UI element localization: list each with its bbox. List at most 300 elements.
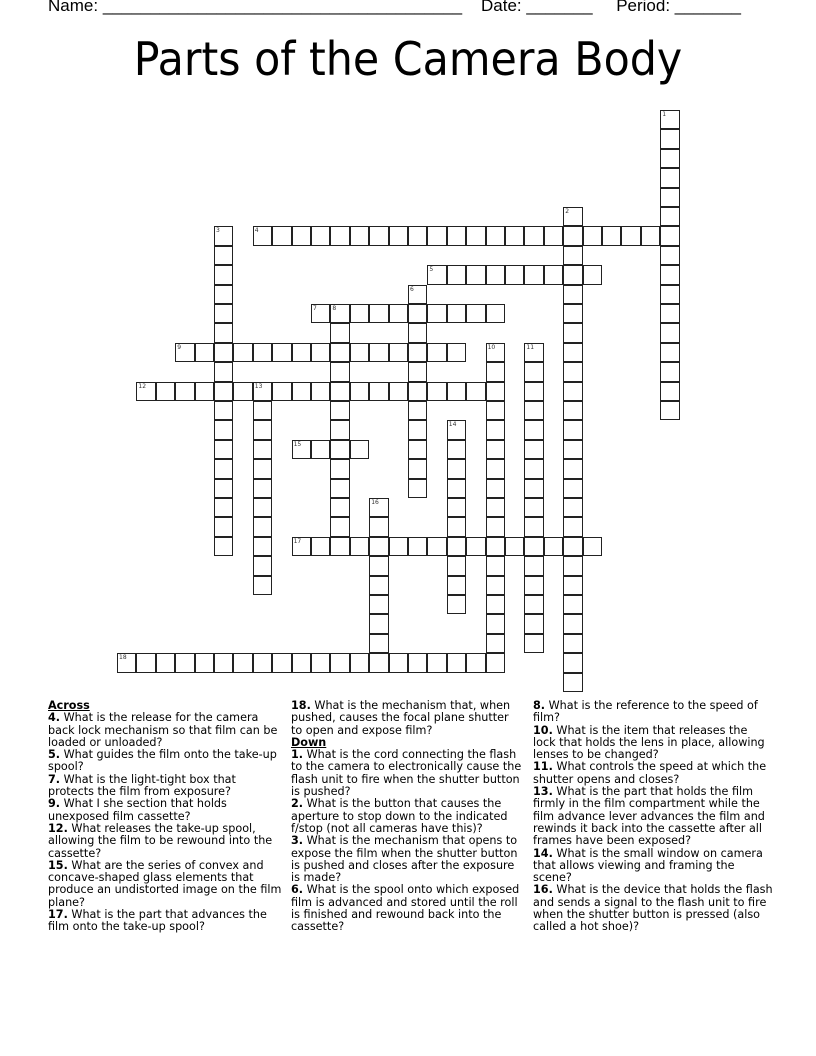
down-heading: Down — [291, 735, 327, 749]
grid-cell[interactable] — [563, 343, 582, 362]
grid-cell[interactable] — [486, 343, 505, 362]
grid-cell[interactable] — [466, 265, 485, 284]
grid-cell[interactable] — [330, 479, 349, 498]
clue-number: 5. — [48, 748, 61, 762]
grid-cell[interactable] — [389, 343, 408, 362]
grid-cell[interactable] — [583, 537, 602, 556]
grid-cell[interactable] — [563, 246, 582, 265]
grid-cell[interactable] — [350, 343, 369, 362]
grid-cell[interactable] — [253, 517, 272, 536]
grid-cell[interactable] — [408, 401, 427, 420]
grid-cell[interactable] — [408, 459, 427, 478]
grid-cell[interactable] — [486, 614, 505, 633]
grid-cell[interactable] — [486, 537, 505, 556]
grid-cell[interactable] — [660, 168, 679, 187]
grid-cell[interactable] — [524, 576, 543, 595]
grid-cell[interactable] — [660, 226, 679, 245]
clue-across — [48, 774, 284, 799]
grid-cell[interactable] — [486, 653, 505, 672]
grid-cell[interactable] — [233, 343, 252, 362]
clue-text: What is the light-tight box that protects the film from exposure? — [48, 772, 236, 799]
clue-number: 17. — [48, 908, 68, 922]
grid-cell[interactable] — [563, 401, 582, 420]
grid-cell[interactable] — [330, 653, 349, 672]
grid-cell[interactable] — [292, 382, 311, 401]
clue-number: 7 — [313, 305, 317, 312]
grid-cell[interactable] — [311, 537, 330, 556]
grid-cell[interactable] — [427, 653, 446, 672]
grid-cell[interactable] — [214, 285, 233, 304]
grid-cell[interactable] — [447, 537, 466, 556]
grid-cell[interactable] — [214, 382, 233, 401]
clue-number: 2. — [291, 797, 304, 811]
grid-cell[interactable] — [660, 285, 679, 304]
clue-across — [48, 909, 284, 934]
grid-cell[interactable] — [447, 440, 466, 459]
grid-cell[interactable] — [195, 653, 214, 672]
clue-text: What guides the film onto the take-up spool? — [48, 748, 277, 774]
grid-cell[interactable] — [214, 440, 233, 459]
grid-cell[interactable] — [292, 343, 311, 362]
grid-cell[interactable] — [486, 595, 505, 614]
clue-number: 3 — [216, 227, 220, 235]
grid-cell[interactable] — [660, 343, 679, 362]
grid-cell[interactable] — [621, 226, 640, 245]
grid-cell[interactable] — [156, 653, 175, 672]
clue-number: 13 — [254, 382, 263, 390]
grid-cell[interactable] — [660, 129, 679, 148]
grid-cell[interactable] — [563, 226, 582, 245]
grid-cell[interactable] — [369, 653, 388, 672]
grid-cell[interactable] — [369, 304, 388, 323]
grid-cell[interactable] — [524, 265, 543, 284]
grid-cell[interactable] — [447, 226, 466, 245]
grid-cell[interactable] — [350, 304, 369, 323]
grid-cell[interactable] — [563, 323, 582, 342]
clue-number: 10 — [487, 343, 496, 351]
grid-cell[interactable] — [330, 401, 349, 420]
clue-number: 5 — [429, 266, 434, 274]
grid-cell[interactable] — [330, 226, 349, 245]
grid-cell[interactable] — [330, 537, 349, 556]
grid-cell[interactable] — [292, 537, 311, 556]
grid-cell[interactable] — [524, 343, 543, 362]
grid-cell[interactable] — [466, 382, 485, 401]
grid-cell[interactable] — [524, 479, 543, 498]
grid-cell[interactable] — [369, 576, 388, 595]
grid-cell[interactable] — [214, 537, 233, 556]
grid-cell[interactable] — [563, 362, 582, 381]
clue-number: 17 — [293, 537, 302, 545]
grid-cell[interactable] — [253, 420, 272, 439]
clue-number: 11. — [533, 760, 553, 774]
clue-number: 7. — [48, 772, 61, 786]
grid-cell[interactable] — [253, 459, 272, 478]
grid-cell[interactable] — [563, 537, 582, 556]
grid-cell[interactable] — [660, 382, 679, 401]
grid-cell[interactable] — [563, 556, 582, 575]
clue-down — [291, 749, 523, 798]
grid-cell[interactable] — [272, 343, 291, 362]
grid-cell[interactable] — [350, 440, 369, 459]
grid-cell[interactable] — [563, 440, 582, 459]
grid-cell[interactable] — [330, 382, 349, 401]
grid-cell[interactable] — [486, 265, 505, 284]
grid-cell[interactable] — [292, 653, 311, 672]
grid-cell[interactable] — [408, 343, 427, 362]
clue-down — [291, 835, 523, 884]
grid-cell[interactable] — [583, 265, 602, 284]
clue-number: 11 — [526, 343, 535, 351]
grid-cell[interactable] — [214, 459, 233, 478]
grid-cell[interactable] — [447, 498, 466, 517]
grid-cell[interactable] — [563, 595, 582, 614]
grid-cell[interactable] — [447, 517, 466, 536]
grid-cell[interactable] — [369, 537, 388, 556]
grid-cell[interactable] — [447, 265, 466, 284]
grid-cell[interactable] — [563, 576, 582, 595]
grid-cell[interactable] — [544, 537, 563, 556]
grid-cell[interactable] — [486, 382, 505, 401]
clue-number: 8. — [533, 699, 546, 712]
page-title: Parts of the Camera Body — [133, 32, 683, 86]
grid-cell[interactable] — [253, 479, 272, 498]
grid-cell[interactable] — [369, 614, 388, 633]
grid-cell[interactable] — [136, 382, 155, 401]
grid-cell[interactable] — [486, 479, 505, 498]
grid-cell[interactable] — [214, 498, 233, 517]
clue-number: 14 — [448, 421, 457, 429]
grid-cell[interactable] — [214, 401, 233, 420]
clue-text: What is the release for the camera back lock mechanism so that film can be loaded or unloaded? — [48, 711, 278, 749]
grid-cell[interactable] — [408, 304, 427, 323]
grid-cell[interactable] — [563, 459, 582, 478]
grid-cell[interactable] — [350, 537, 369, 556]
grid-cell[interactable] — [524, 556, 543, 575]
grid-cell[interactable] — [408, 420, 427, 439]
grid-cell[interactable] — [486, 226, 505, 245]
clue-number: 16 — [371, 499, 379, 506]
grid-cell[interactable] — [486, 304, 505, 323]
grid-cell[interactable] — [272, 382, 291, 401]
grid-cell[interactable] — [447, 556, 466, 575]
clue-number: 1. — [291, 748, 304, 762]
across-heading: Across — [48, 699, 90, 712]
grid-cell[interactable] — [330, 323, 349, 342]
grid-cell[interactable] — [214, 343, 233, 362]
grid-cell[interactable] — [253, 556, 272, 575]
grid-cell[interactable] — [330, 498, 349, 517]
grid-cell[interactable] — [350, 226, 369, 245]
clue-text: What is the part that holds the film firmly in the film compartment while the film advance lever advances the film and rewinds it back into the cassette after all frames have been exposed? — [533, 785, 765, 848]
grid-cell[interactable] — [524, 537, 543, 556]
clue-text: What releases the take-up spool, allowing the film to be rewound into the cassette? — [48, 821, 273, 860]
grid-cell[interactable] — [214, 653, 233, 672]
clue-number: 1 — [662, 111, 667, 118]
grid-cell[interactable] — [389, 537, 408, 556]
grid-cell[interactable] — [311, 343, 330, 362]
grid-cell[interactable] — [563, 517, 582, 536]
grid-cell[interactable] — [369, 226, 388, 245]
grid-cell[interactable] — [369, 517, 388, 536]
grid-cell[interactable] — [524, 498, 543, 517]
grid-cell[interactable] — [660, 323, 679, 342]
grid-cell[interactable] — [563, 304, 582, 323]
grid-cell[interactable] — [563, 420, 582, 439]
grid-cell[interactable] — [447, 595, 466, 614]
grid-cell[interactable] — [330, 343, 349, 362]
clue-down — [291, 884, 523, 933]
grid-cell[interactable] — [524, 382, 543, 401]
grid-cell[interactable] — [660, 362, 679, 381]
clue-number: 14. — [533, 846, 553, 860]
grid-cell[interactable] — [524, 459, 543, 478]
period-field[interactable]: _______ — [674, 0, 741, 15]
grid-cell[interactable] — [660, 207, 679, 226]
date-label: Date: — [481, 0, 522, 15]
grid-cell[interactable] — [486, 401, 505, 420]
clue-number: 10. — [533, 723, 553, 737]
clue-text: What is the cord connecting the flash to the camera to electronically cause the flash unit to fire when the shutter button is pushed? — [291, 748, 522, 799]
grid-cell[interactable] — [311, 226, 330, 245]
grid-cell[interactable] — [563, 673, 582, 692]
clue-number: 9. — [48, 797, 61, 811]
grid-cell[interactable] — [563, 634, 582, 653]
grid-cell[interactable] — [330, 420, 349, 439]
grid-cell[interactable] — [466, 304, 485, 323]
grid-cell[interactable] — [524, 517, 543, 536]
grid-cell[interactable] — [214, 362, 233, 381]
grid-cell[interactable] — [486, 459, 505, 478]
grid-cell[interactable] — [389, 226, 408, 245]
grid-cell[interactable] — [292, 440, 311, 459]
clue-number: 2 — [565, 208, 570, 215]
grid-cell[interactable] — [466, 537, 485, 556]
grid-cell[interactable] — [311, 440, 330, 459]
grid-cell[interactable] — [486, 362, 505, 381]
grid-cell[interactable] — [427, 265, 446, 284]
clue-number: 13. — [533, 785, 553, 799]
clue-number: 18 — [119, 654, 127, 662]
grid-cell[interactable] — [214, 479, 233, 498]
grid-cell[interactable] — [311, 382, 330, 401]
grid-cell[interactable] — [330, 304, 349, 323]
grid-cell[interactable] — [214, 304, 233, 323]
clue-down — [533, 786, 773, 847]
clue-across — [48, 798, 284, 823]
grid-cell[interactable] — [253, 576, 272, 595]
grid-cell[interactable] — [408, 440, 427, 459]
grid-cell[interactable] — [524, 595, 543, 614]
grid-cell[interactable] — [486, 576, 505, 595]
grid-cell[interactable] — [641, 226, 660, 245]
grid-cell[interactable] — [253, 537, 272, 556]
grid-cell[interactable] — [408, 362, 427, 381]
grid-cell[interactable] — [660, 188, 679, 207]
grid-cell[interactable] — [427, 343, 446, 362]
clue-text: What are the series of convex and concave-shaped glass elements that produce an undistorted image on the film plane? — [48, 858, 282, 909]
grid-cell[interactable] — [486, 634, 505, 653]
clue-across — [48, 860, 284, 909]
grid-cell[interactable] — [369, 343, 388, 362]
grid-cell[interactable] — [175, 653, 194, 672]
clue-number: 9 — [177, 343, 182, 351]
grid-cell[interactable] — [233, 382, 252, 401]
grid-cell[interactable] — [505, 265, 524, 284]
period-label: Period: — [616, 0, 671, 15]
grid-cell[interactable] — [369, 556, 388, 575]
grid-cell[interactable] — [214, 265, 233, 284]
grid-cell[interactable] — [660, 149, 679, 168]
grid-cell[interactable] — [408, 479, 427, 498]
grid-cell[interactable] — [602, 226, 621, 245]
grid-cell[interactable] — [311, 653, 330, 672]
grid-cell[interactable] — [253, 401, 272, 420]
grid-cell[interactable] — [447, 576, 466, 595]
grid-cell[interactable] — [660, 401, 679, 420]
grid-cell[interactable] — [195, 343, 214, 362]
grid-cell[interactable] — [447, 459, 466, 478]
clues-column-1 — [48, 700, 284, 934]
grid-cell[interactable] — [486, 517, 505, 536]
clue-text: What is the mechanism that opens to expose the film when the shutter button is pushed and closes after the exposure is made? — [291, 834, 518, 885]
grid-cell[interactable] — [447, 479, 466, 498]
grid-cell[interactable] — [466, 226, 485, 245]
clue-number: 18. — [291, 699, 311, 712]
name-field[interactable]: ______________________________________ — [102, 0, 463, 15]
grid-cell[interactable] — [524, 226, 543, 245]
grid-cell[interactable] — [195, 382, 214, 401]
grid-cell[interactable] — [253, 226, 272, 245]
grid-cell[interactable] — [447, 653, 466, 672]
grid-cell[interactable] — [330, 440, 349, 459]
grid-cell[interactable] — [292, 226, 311, 245]
grid-cell[interactable] — [563, 479, 582, 498]
grid-cell[interactable] — [253, 653, 272, 672]
grid-cell[interactable] — [524, 440, 543, 459]
grid-cell[interactable] — [524, 420, 543, 439]
grid-cell[interactable] — [214, 226, 233, 245]
grid-cell[interactable] — [389, 304, 408, 323]
grid-cell[interactable] — [486, 420, 505, 439]
grid-cell[interactable] — [563, 614, 582, 633]
grid-cell[interactable] — [447, 304, 466, 323]
grid-cell[interactable] — [214, 323, 233, 342]
name-label: Name: — [48, 0, 99, 15]
grid-cell[interactable] — [427, 537, 446, 556]
grid-cell[interactable] — [156, 382, 175, 401]
grid-cell[interactable] — [253, 440, 272, 459]
grid-cell[interactable] — [214, 420, 233, 439]
grid-cell[interactable] — [272, 226, 291, 245]
grid-cell[interactable] — [175, 382, 194, 401]
grid-cell[interactable] — [427, 304, 446, 323]
grid-cell[interactable] — [583, 226, 602, 245]
grid-cell[interactable] — [563, 285, 582, 304]
grid-cell[interactable] — [563, 207, 582, 226]
grid-cell[interactable] — [447, 343, 466, 362]
grid-cell[interactable] — [660, 304, 679, 323]
grid-cell[interactable] — [389, 653, 408, 672]
grid-cell[interactable] — [427, 382, 446, 401]
grid-cell[interactable] — [350, 382, 369, 401]
grid-cell[interactable] — [427, 226, 446, 245]
grid-cell[interactable] — [233, 653, 252, 672]
grid-cell[interactable] — [253, 382, 272, 401]
grid-cell[interactable] — [408, 653, 427, 672]
grid-cell[interactable] — [486, 440, 505, 459]
clue-text: What is the device that holds the flash and sends a signal to the flash unit to fire when the shutter button is pressed (also called a hot shoe)? — [533, 883, 773, 934]
clue-text: What is the item that releases the lock that holds the lens in place, allowing lenses to be changed? — [533, 723, 765, 762]
grid-cell[interactable] — [136, 653, 155, 672]
grid-cell[interactable] — [117, 653, 136, 672]
grid-cell[interactable] — [330, 459, 349, 478]
grid-cell[interactable] — [486, 556, 505, 575]
clue-down — [533, 884, 773, 933]
grid-cell[interactable] — [408, 382, 427, 401]
grid-cell[interactable] — [563, 498, 582, 517]
grid-cell[interactable] — [505, 537, 524, 556]
grid-cell[interactable] — [175, 343, 194, 362]
grid-cell[interactable] — [253, 498, 272, 517]
grid-cell[interactable] — [330, 362, 349, 381]
grid-cell[interactable] — [369, 382, 388, 401]
clue-number: 12 — [138, 382, 147, 390]
grid-cell[interactable] — [447, 420, 466, 439]
grid-cell[interactable] — [369, 595, 388, 614]
grid-cell[interactable] — [563, 382, 582, 401]
grid-cell[interactable] — [350, 653, 369, 672]
clue-text: What controls the speed at which the shutter opens and closes? — [533, 760, 767, 786]
grid-cell[interactable] — [544, 265, 563, 284]
grid-cell[interactable] — [660, 265, 679, 284]
grid-cell[interactable] — [524, 401, 543, 420]
grid-cell[interactable] — [369, 634, 388, 653]
grid-cell[interactable] — [253, 343, 272, 362]
grid-cell[interactable] — [389, 382, 408, 401]
clue-text: What is the spool onto which exposed film is advanced and stored until the roll is finished and rewound back into the cassette? — [291, 883, 520, 934]
grid-cell[interactable] — [408, 323, 427, 342]
grid-cell[interactable] — [524, 614, 543, 633]
date-field[interactable]: _______ — [526, 0, 593, 15]
clue-number: 15. — [48, 858, 68, 872]
grid-cell[interactable] — [408, 285, 427, 304]
grid-cell[interactable] — [214, 246, 233, 265]
grid-cell[interactable] — [369, 498, 388, 517]
clue-across — [291, 700, 523, 737]
clue-number: 16. — [533, 883, 553, 897]
grid-cell[interactable] — [660, 110, 679, 129]
grid-cell[interactable] — [408, 226, 427, 245]
grid-cell[interactable] — [563, 653, 582, 672]
grid-cell[interactable] — [544, 226, 563, 245]
grid-cell[interactable] — [524, 362, 543, 381]
grid-cell[interactable] — [447, 382, 466, 401]
grid-cell[interactable] — [505, 226, 524, 245]
grid-cell[interactable] — [311, 304, 330, 323]
grid-cell[interactable] — [214, 517, 233, 536]
grid-cell[interactable] — [660, 246, 679, 265]
grid-cell[interactable] — [272, 653, 291, 672]
grid-cell[interactable] — [466, 653, 485, 672]
clue-down — [533, 725, 773, 762]
clue-text: What is the small window on camera that allows viewing and framing the scene? — [533, 846, 763, 885]
grid-cell[interactable] — [408, 537, 427, 556]
grid-cell[interactable] — [563, 265, 582, 284]
grid-cell[interactable] — [330, 517, 349, 536]
grid-cell[interactable] — [524, 634, 543, 653]
grid-cell[interactable] — [486, 498, 505, 517]
